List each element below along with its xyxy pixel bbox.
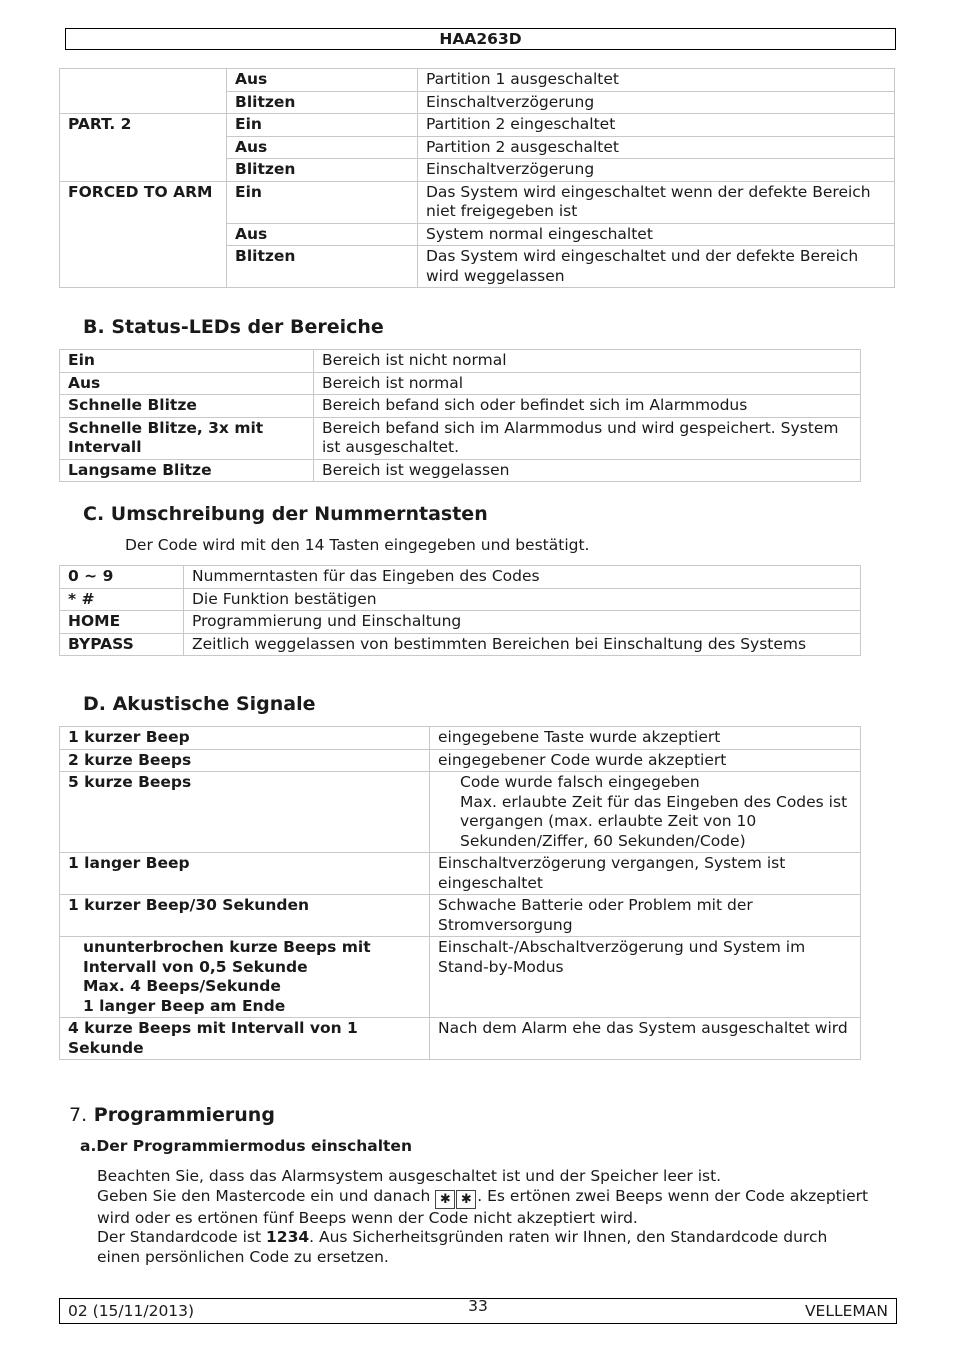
key-cell: 2 kurze Beeps bbox=[60, 749, 430, 772]
desc-line: Max. erlaubte Zeit für das Eingeben des Codes ist vergangen (max. erlaubte Zeit von 10 Sekunden/Ziffer, 60 Sekunden/Code) bbox=[460, 792, 848, 850]
key-cell: 1 kurzer Beep/30 Sekunden bbox=[60, 895, 430, 937]
key-cell: 1 langer Beep bbox=[60, 853, 430, 895]
document-title: HAA263D bbox=[439, 30, 522, 48]
desc-cell: Bereich ist weggelassen bbox=[314, 459, 861, 482]
section-d-heading: D. Akustische Signale bbox=[83, 693, 316, 715]
table-row bbox=[60, 459, 861, 482]
key-cell: Aus bbox=[60, 372, 314, 395]
state-cell: Ein bbox=[227, 181, 418, 223]
section-c-heading: C. Umschreibung der Nummerntasten bbox=[83, 503, 488, 525]
table-row bbox=[60, 1018, 861, 1060]
key-cell: 5 kurze Beeps bbox=[60, 772, 430, 853]
state-cell: Ein bbox=[227, 114, 418, 137]
desc-cell: eingegebener Code wurde akzeptiert bbox=[430, 749, 861, 772]
table-row bbox=[60, 633, 861, 656]
key-cell: BYPASS bbox=[60, 633, 184, 656]
key-cell: * # bbox=[60, 588, 184, 611]
acoustic-signals-table bbox=[59, 726, 861, 1060]
key-line: Max. 4 Beeps/Sekunde bbox=[83, 977, 281, 995]
desc-cell: Bereich ist normal bbox=[314, 372, 861, 395]
table-row bbox=[60, 853, 861, 895]
section-c-intro: Der Code wird mit den 14 Tasten eingegeben und bestätigt. bbox=[125, 536, 590, 554]
state-cell: Aus bbox=[227, 223, 418, 246]
desc-cell: Bereich befand sich oder befindet sich im Alarmmodus bbox=[314, 395, 861, 418]
desc-cell: Bereich befand sich im Alarmmodus und wird gespeichert. System ist ausgeschaltet. bbox=[314, 417, 861, 459]
desc-cell: Schwache Batterie oder Problem mit der Stromversorgung bbox=[430, 895, 861, 937]
state-cell: Blitzen bbox=[227, 246, 418, 288]
desc-cell: Einschalt-/Abschaltverzögerung und System im Stand-by-Modus bbox=[430, 937, 861, 1018]
text-span: . Es ertönen zwei Beeps wenn der Code akzeptiert wird oder es ertönen fünf Beeps wenn der Code nicht akzeptiert wird. bbox=[97, 1186, 869, 1227]
asterisk-key-glyph: ✱ bbox=[456, 1190, 476, 1209]
section-7-heading bbox=[69, 1103, 275, 1127]
group-cell: PART. 2 bbox=[60, 114, 227, 182]
section-number: 7. bbox=[69, 1104, 88, 1126]
page-number: 33 bbox=[468, 1297, 488, 1315]
state-cell: Blitzen bbox=[227, 91, 418, 114]
text-span: Der Standardcode ist bbox=[97, 1228, 262, 1246]
text-span: Geben Sie den Mastercode ein und danach bbox=[97, 1186, 431, 1205]
desc-line: Code wurde falsch eingegeben bbox=[460, 773, 700, 791]
key-cell: Schnelle Blitze, 3x mit Intervall bbox=[60, 417, 314, 459]
table-row bbox=[60, 181, 895, 223]
group-cell: FORCED TO ARM bbox=[60, 181, 227, 288]
desc-cell: Partition 2 eingeschaltet bbox=[418, 114, 895, 137]
key-cell: 1 kurzer Beep bbox=[60, 727, 430, 750]
key-cell: Langsame Blitze bbox=[60, 459, 314, 482]
programming-text bbox=[97, 1167, 872, 1267]
footer-brand: VELLEMAN bbox=[804, 1302, 888, 1320]
desc-cell: eingegebene Taste wurde akzeptiert bbox=[430, 727, 861, 750]
state-cell: Aus bbox=[227, 136, 418, 159]
desc-cell: Partition 1 ausgeschaltet bbox=[418, 69, 895, 92]
desc-cell: Programmierung und Einschaltung bbox=[184, 611, 861, 634]
table-row bbox=[60, 566, 861, 589]
desc-cell: Zeitlich weggelassen von bestimmten Bereichen bei Einschaltung des Systems bbox=[184, 633, 861, 656]
section-b-heading: B. Status-LEDs der Bereiche bbox=[83, 316, 384, 338]
table-row bbox=[60, 895, 861, 937]
desc-cell: Bereich ist nicht normal bbox=[314, 350, 861, 373]
desc-cell bbox=[430, 772, 861, 853]
paragraph-line bbox=[97, 1187, 872, 1229]
paragraph-line: Beachten Sie, dass das Alarmsystem ausgeschaltet ist und der Speicher leer ist. bbox=[97, 1167, 722, 1185]
key-cell: Schnelle Blitze bbox=[60, 395, 314, 418]
table-row bbox=[60, 611, 861, 634]
table-row bbox=[60, 937, 861, 1018]
document-header bbox=[65, 28, 896, 50]
paragraph-line bbox=[97, 1228, 872, 1267]
desc-cell: Nach dem Alarm ehe das System ausgeschaltet wird bbox=[430, 1018, 861, 1060]
desc-cell: Einschaltverzögerung vergangen, System ist eingeschaltet bbox=[430, 853, 861, 895]
zone-led-table bbox=[59, 349, 861, 482]
led-status-table bbox=[59, 68, 895, 288]
key-cell: 4 kurze Beeps mit Intervall von 1 Sekunde bbox=[60, 1018, 430, 1060]
desc-cell: Nummerntasten für das Eingeben des Codes bbox=[184, 566, 861, 589]
desc-cell: Einschaltverzögerung bbox=[418, 91, 895, 114]
table-row bbox=[60, 69, 895, 92]
table-cell bbox=[60, 69, 227, 114]
table-row bbox=[60, 350, 861, 373]
key-cell bbox=[60, 937, 430, 1018]
desc-cell: Partition 2 ausgeschaltet bbox=[418, 136, 895, 159]
table-row bbox=[60, 372, 861, 395]
asterisk-key-glyph: ✱ bbox=[435, 1190, 455, 1209]
table-row bbox=[60, 114, 895, 137]
table-row bbox=[60, 772, 861, 853]
section-title: Programmierung bbox=[93, 1104, 275, 1126]
desc-cell: System normal eingeschaltet bbox=[418, 223, 895, 246]
document-footer bbox=[59, 1298, 897, 1324]
table-row bbox=[60, 749, 861, 772]
desc-cell: Einschaltverzögerung bbox=[418, 159, 895, 182]
number-keys-table bbox=[59, 565, 861, 656]
text-span: . Aus Sicherheitsgründen raten wir Ihnen, den Standardcode durch einen persönlichen Code zu ersetzen. bbox=[97, 1228, 828, 1266]
subsection-a-heading: a.Der Programmiermodus einschalten bbox=[80, 1137, 412, 1155]
key-cell: HOME bbox=[60, 611, 184, 634]
desc-cell: Die Funktion bestätigen bbox=[184, 588, 861, 611]
asterisk-key-icon bbox=[435, 1187, 477, 1205]
desc-cell: Das System wird eingeschaltet und der defekte Bereich wird weggelassen bbox=[418, 246, 895, 288]
default-code: 1234 bbox=[266, 1228, 310, 1246]
key-cell: Ein bbox=[60, 350, 314, 373]
table-row bbox=[60, 395, 861, 418]
table-row bbox=[60, 417, 861, 459]
table-row bbox=[60, 727, 861, 750]
desc-cell: Das System wird eingeschaltet wenn der defekte Bereich niet freigegeben ist bbox=[418, 181, 895, 223]
state-cell: Aus bbox=[227, 69, 418, 92]
key-line: 1 langer Beep am Ende bbox=[83, 996, 286, 1015]
footer-version: 02 (15/11/2013) bbox=[68, 1302, 195, 1320]
key-line: ununterbrochen kurze Beeps mit Intervall von 0,5 Sekunde bbox=[83, 938, 371, 976]
table-row bbox=[60, 588, 861, 611]
key-cell: 0 ~ 9 bbox=[60, 566, 184, 589]
state-cell: Blitzen bbox=[227, 159, 418, 182]
